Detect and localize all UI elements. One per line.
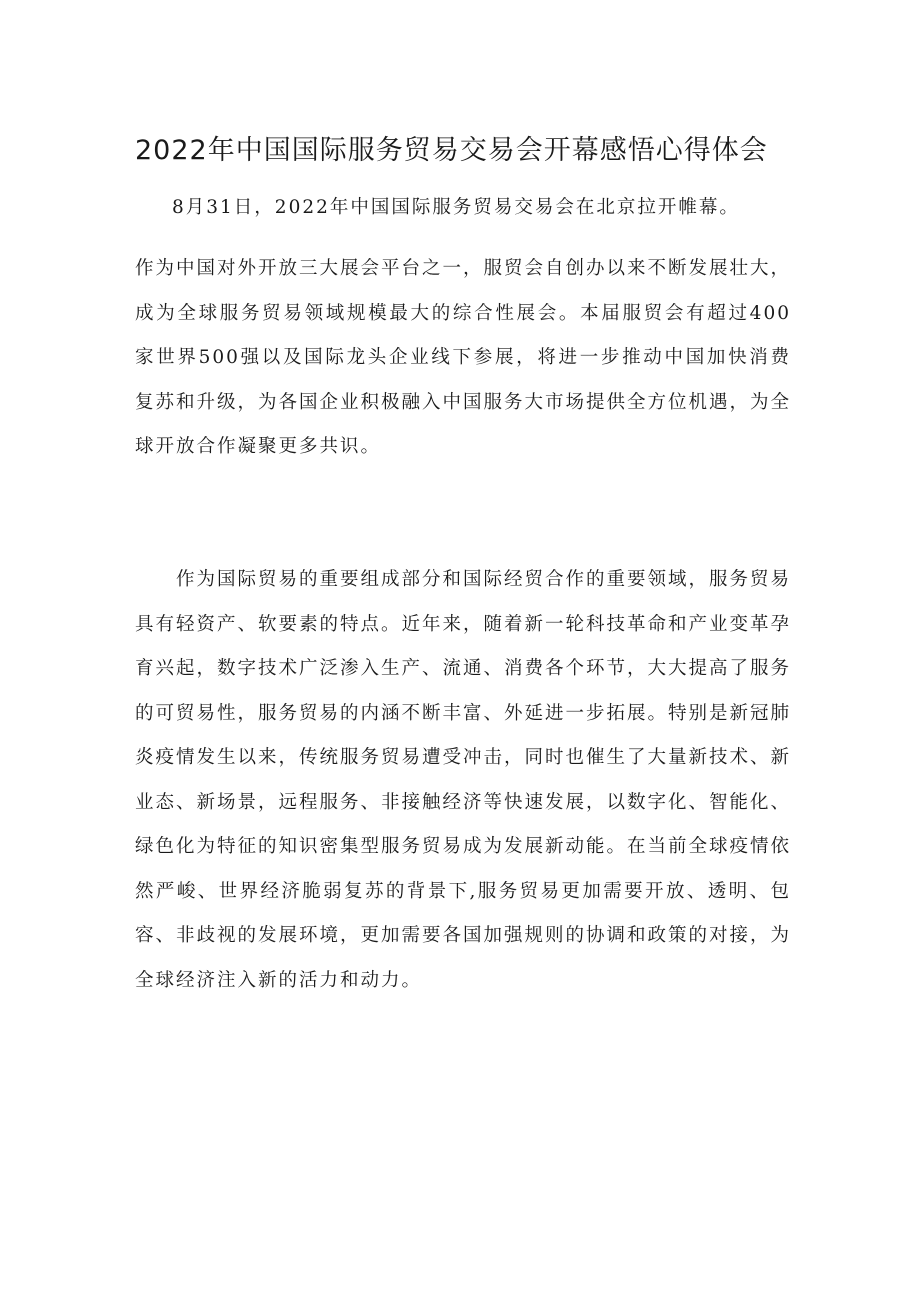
paragraph-expo-overview: 作为中国对外开放三大展会平台之一，服贸会自创办以来不断发展壮大，成为全球服务贸易领域规模最大的综合性展会。本届服贸会有超过400家世界500强以及国际龙头企业线下参展，将进一步推动中国加快消费复苏和升级，为各国企业积极融入中国服务大市场提供全方位机遇，为全球开放合作凝聚更多共识。	[135, 258, 792, 457]
document-title: 2022年中国国际服务贸易交易会开幕感悟心得体会	[135, 135, 768, 166]
paragraph-opening: 8月31日，2022年中国国际服务贸易交易会在北京拉开帷幕。	[172, 197, 740, 218]
paragraph-service-trade-analysis: 作为国际贸易的重要组成部分和国际经贸合作的重要领域，服务贸易具有轻资产、软要素的特点。近年来，随着新一轮科技革命和产业变革孕育兴起，数字技术广泛渗入生产、流通、消费各个环节，大大提高了服务的可贸易性，服务贸易的内涵不断丰富、外延进一步拓展。特别是新冠肺炎疫情发生以来，传统服务贸易遭受冲击，同时也催生了大量新技术、新业态、新场景，远程服务、非接触经济等快速发展，以数字化、智能化、绿色化为特征的知识密集型服务贸易成为发展新动能。在当前全球疫情依然严峻、世界经济脆弱复苏的背景下,服务贸易更加需要开放、透明、包容、非歧视的发展环境，更加需要各国加强规则的协调和政策的对接，为全球经济注入新的活力和动力。	[135, 569, 792, 991]
